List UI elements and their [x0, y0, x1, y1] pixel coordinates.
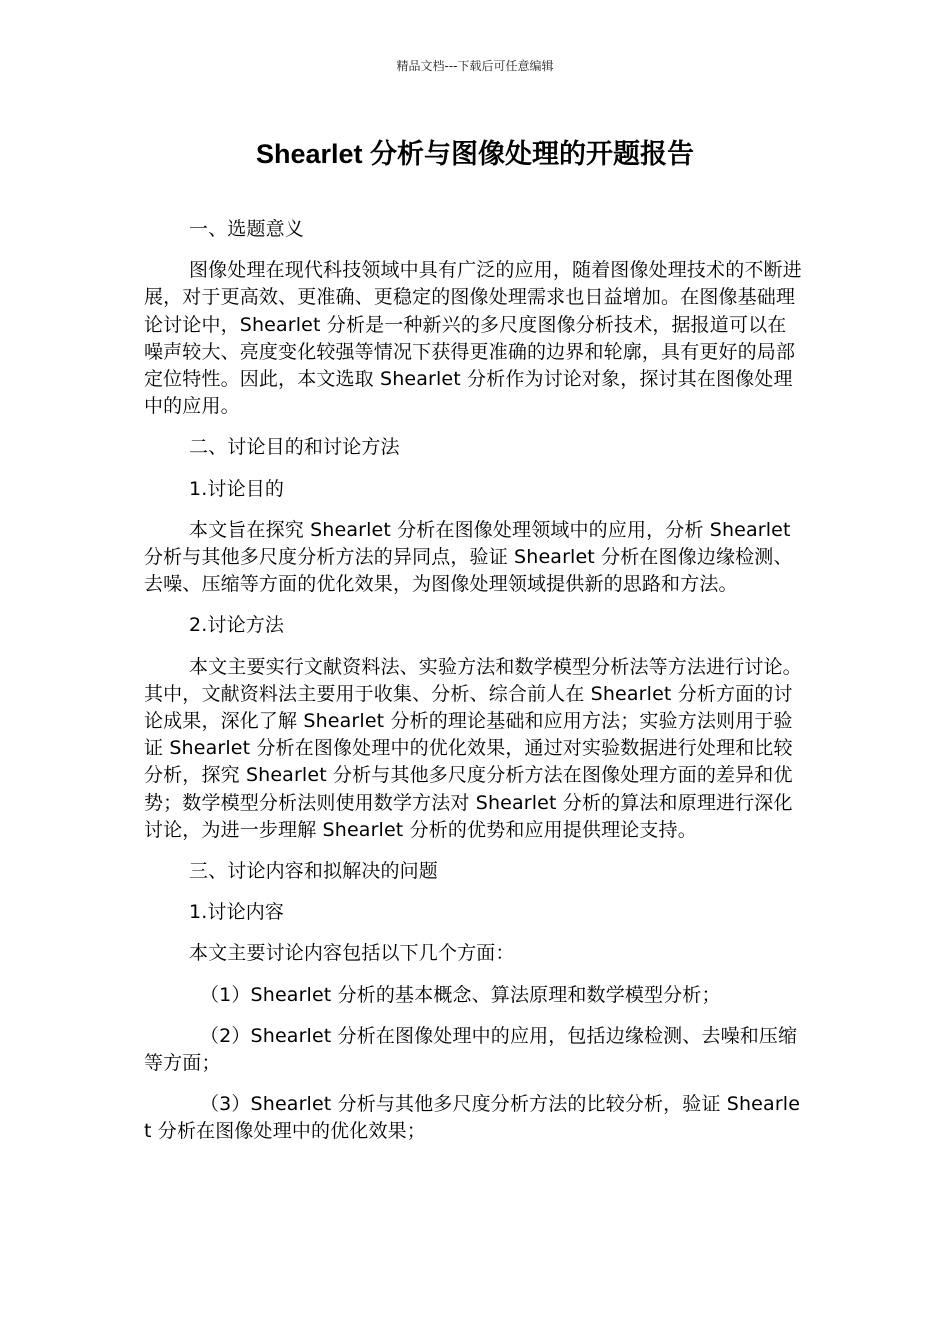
list-item-1: （1）Shearlet 分析的基本概念、算法原理和数学模型分析；	[200, 983, 721, 1006]
body-paragraph-method: 本文主要实行文献资料法、实验方法和数学模型分析法等方法进行讨论。其中，文献资料法主要用于收集、分析、综合前人在 Shearlet 分析方面的讨论成果，深化了解 Shearlet 分析的理论基础和应用方法；实验方法则用于验证 Shearlet 分析在图像处理中的优化效果，通过对实验数据进行处理和比较分析，探究 Shearlet 分析与其他多尺度分析方法在图像处理方面的差异和优势；数学模型分析法则使用数学方法对 Shearlet 分析的算法和原理进行深化讨论，为进一步理解 Shearlet 分析的优势和应用提供理论支持。	[144, 655, 802, 841]
document-title: Shearlet 分析与图像处理的开题报告	[255, 139, 695, 169]
body-paragraph-content-intro: 本文主要讨论内容包括以下几个方面：	[189, 942, 515, 965]
section-heading-content-and-problems: 三、讨论内容和拟解决的问题	[189, 860, 438, 883]
list-item-3: （3）Shearlet 分析与其他多尺度分析方法的比较分析，验证 Shearlet 分析在图像处理中的优化效果；	[144, 1093, 801, 1143]
subsection-heading-method: 2.讨论方法	[189, 614, 285, 637]
subsection-heading-content: 1.讨论内容	[189, 901, 285, 924]
document-body	[144, 216, 804, 1160]
body-paragraph-significance: 图像处理在现代科技领域中具有广泛的应用，随着图像处理技术的不断进展，对于更高效、更准确、更稳定的图像处理需求也日益增加。在图像基础理论讨论中，Shearlet 分析是一种新兴的多尺度图像分析技术，据报道可以在噪声较大、亮度变化较强等情况下获得更准确的边界和轮廓，具有更好的局部定位特性。因此，本文选取 Shearlet 分析作为讨论对象，探讨其在图像处理中的应用。	[144, 259, 802, 418]
page-header: 精品文档---下载后可任意编辑	[396, 59, 554, 73]
section-heading-purpose-and-method: 二、讨论目的和讨论方法	[189, 436, 400, 459]
body-paragraph-purpose: 本文旨在探究 Shearlet 分析在图像处理领域中的应用，分析 Shearlet 分析与其他多尺度分析方法的异同点，验证 Shearlet 分析在图像边缘检测、去噪、压缩等方面的优化效果，为图像处理领域提供新的思路和方法。	[144, 518, 793, 596]
list-item-2: （2）Shearlet 分析在图像处理中的应用，包括边缘检测、去噪和压缩等方面；	[144, 1024, 798, 1075]
section-heading-topic-significance: 一、选题意义	[189, 218, 304, 240]
subsection-heading-purpose: 1.讨论目的	[189, 477, 285, 500]
